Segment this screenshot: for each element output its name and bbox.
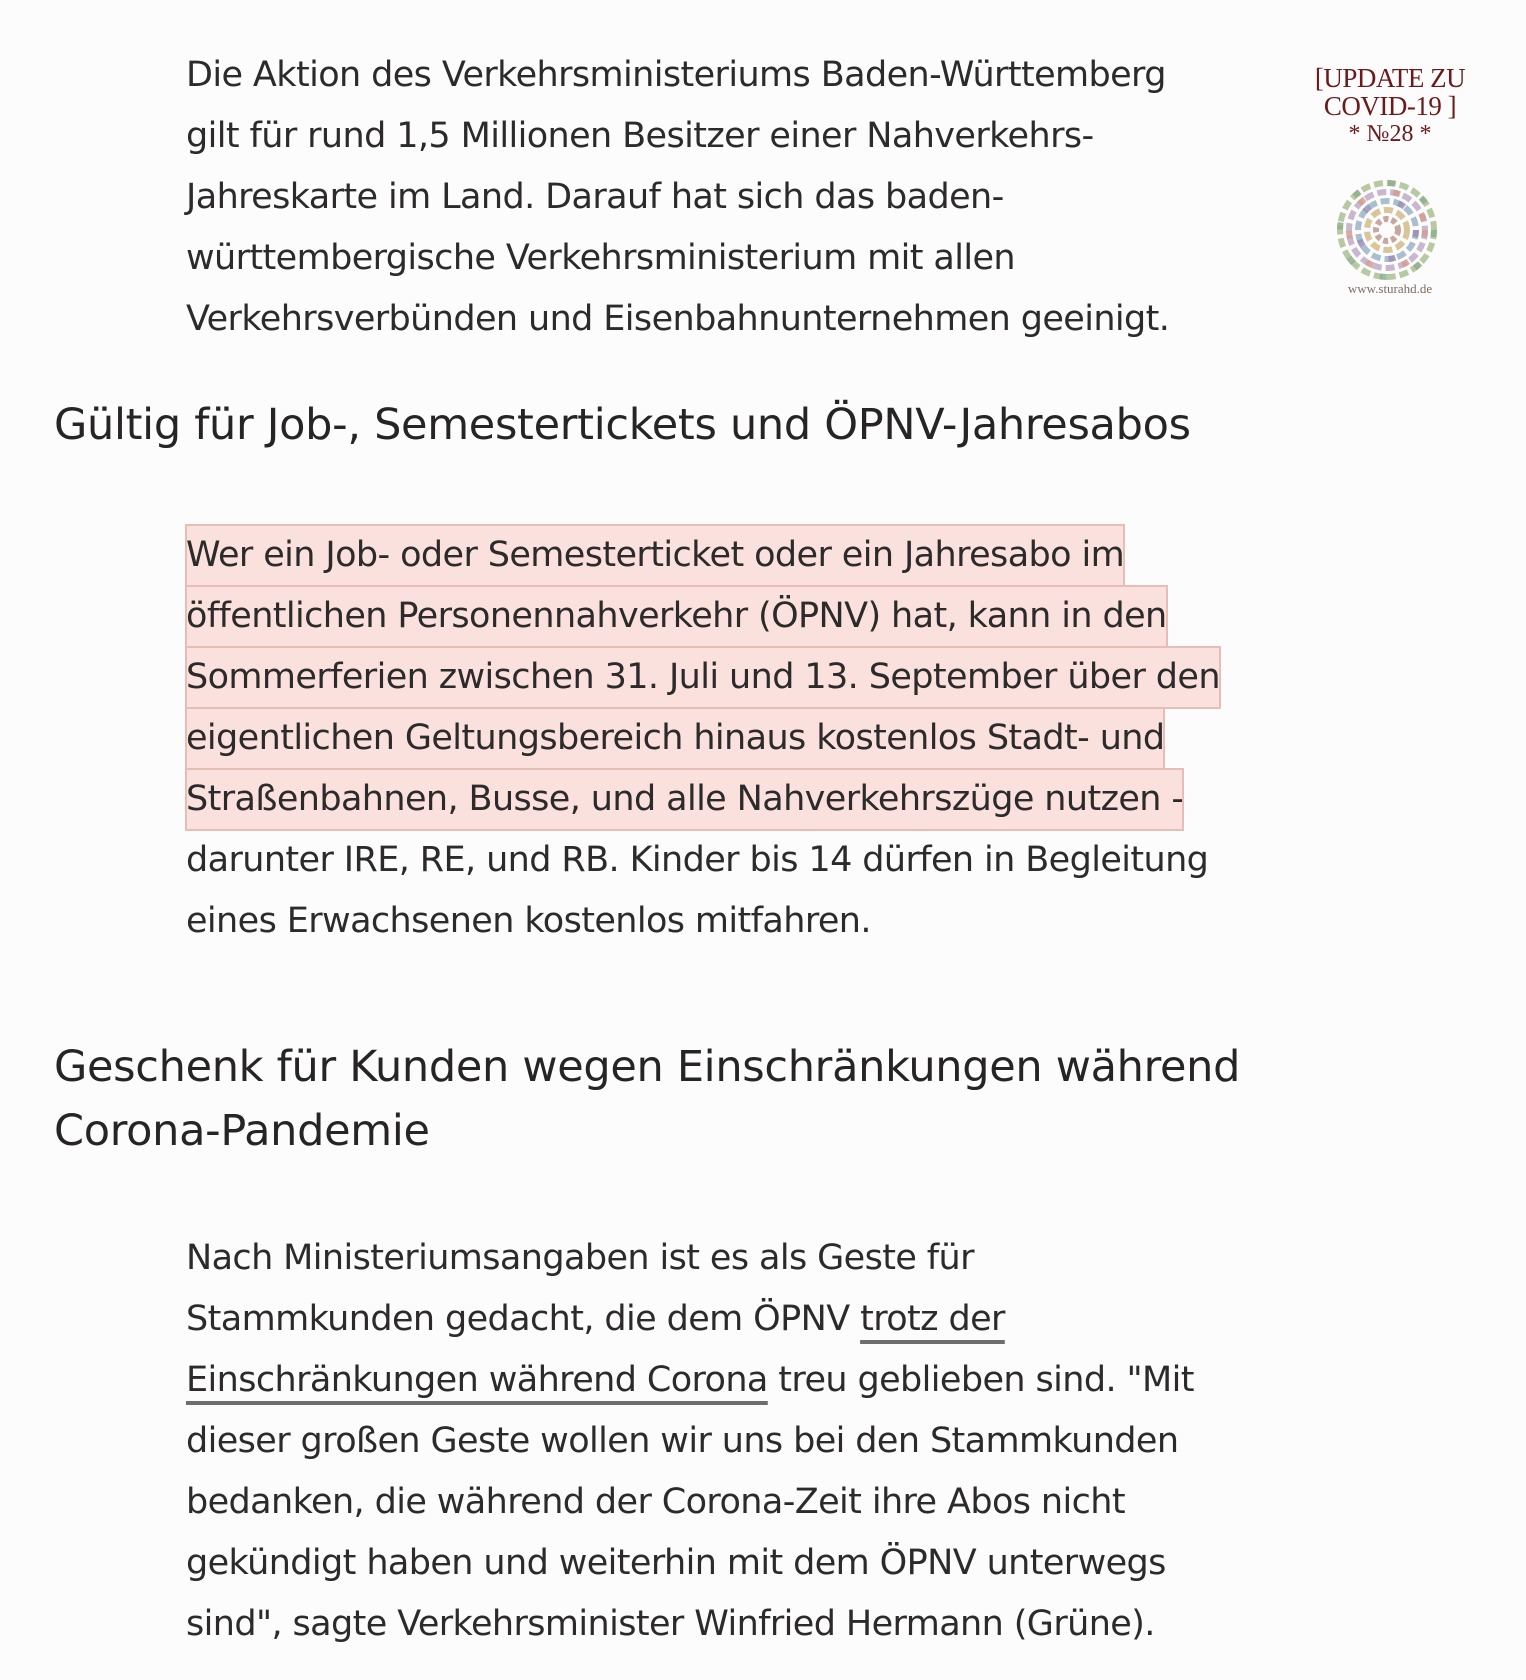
paragraph-gift <box>186 1228 1266 1655</box>
text-line: Verkehrsverbünden und Eisenbahnunternehmen geeinigt. <box>186 299 1170 339</box>
highlighted-line <box>186 525 1266 586</box>
badge-line-1: [UPDATE ZU <box>1314 63 1466 93</box>
heading-line: Corona-Pandemie <box>54 1106 430 1156</box>
sturahd-logo-icon <box>1335 178 1439 282</box>
paragraph-intro <box>186 45 1266 350</box>
highlighted-line <box>186 586 1266 647</box>
badge-line-2: COVID-19 ] <box>1323 91 1457 121</box>
section-heading-gift <box>54 1035 1434 1163</box>
corona-restrictions-link[interactable]: Einschränkungen während Corona <box>186 1360 768 1400</box>
text-line: sind", sagte Verkehrsminister Winfried Hermann (Grüne). <box>186 1604 1155 1644</box>
corona-restrictions-link[interactable]: trotz der <box>860 1299 1005 1339</box>
text-highlight[interactable]: eigentlichen Geltungsbereich hinaus kostenlos Stadt- und <box>186 708 1164 769</box>
text-line: eines Erwachsenen kostenlos mitfahren. <box>186 901 871 941</box>
section-heading-validity <box>54 393 1434 457</box>
text-line: gilt für rund 1,5 Millionen Besitzer einer Nahverkehrs- <box>186 116 1094 156</box>
text-highlight[interactable]: Sommerferien zwischen 31. Juli und 13. September über den <box>186 647 1220 708</box>
covid-update-badge <box>1300 64 1480 148</box>
text-segment: Stammkunden gedacht, die dem ÖPNV <box>186 1299 861 1339</box>
highlighted-line <box>186 647 1266 708</box>
text-line <box>186 1350 1266 1411</box>
text-line: Jahreskarte im Land. Darauf hat sich das baden- <box>186 177 1004 217</box>
text-line: bedanken, die während der Corona-Zeit ihre Abos nicht <box>186 1482 1125 1522</box>
text-line: darunter IRE, RE, und RB. Kinder bis 14 dürfen in Begleitung <box>186 840 1209 880</box>
highlighted-line <box>186 708 1266 769</box>
paragraph-validity <box>186 525 1266 952</box>
badge-url: www.sturahd.de <box>1347 281 1433 296</box>
text-line: Nach Ministeriumsangaben ist es als Geste für <box>186 1238 974 1278</box>
text-segment: treu geblieben sind. "Mit <box>767 1360 1194 1400</box>
text-line: gekündigt haben und weiterhin mit dem ÖPNV unterwegs <box>186 1543 1166 1583</box>
text-line: dieser großen Geste wollen wir uns bei den Stammkunden <box>186 1421 1179 1461</box>
text-highlight[interactable]: Wer ein Job- oder Semesterticket oder ein Jahresabo im <box>186 525 1124 586</box>
text-line: Die Aktion des Verkehrsministeriums Baden-Württemberg <box>186 55 1166 95</box>
heading-line: Geschenk für Kunden wegen Einschränkungen während <box>54 1042 1241 1092</box>
badge-number: * №28 * <box>1348 121 1432 147</box>
heading-line: Gültig für Job-, Semestertickets und ÖPNV-Jahresabos <box>54 400 1191 450</box>
text-highlight[interactable]: öffentlichen Personennahverkehr (ÖPNV) hat, kann in den <box>186 586 1167 647</box>
highlighted-line <box>186 769 1266 830</box>
text-line: württembergische Verkehrsministerium mit allen <box>186 238 1015 278</box>
text-highlight[interactable]: Straßenbahnen, Busse, und alle Nahverkehrszüge nutzen - <box>186 769 1183 830</box>
text-line <box>186 1289 1266 1350</box>
